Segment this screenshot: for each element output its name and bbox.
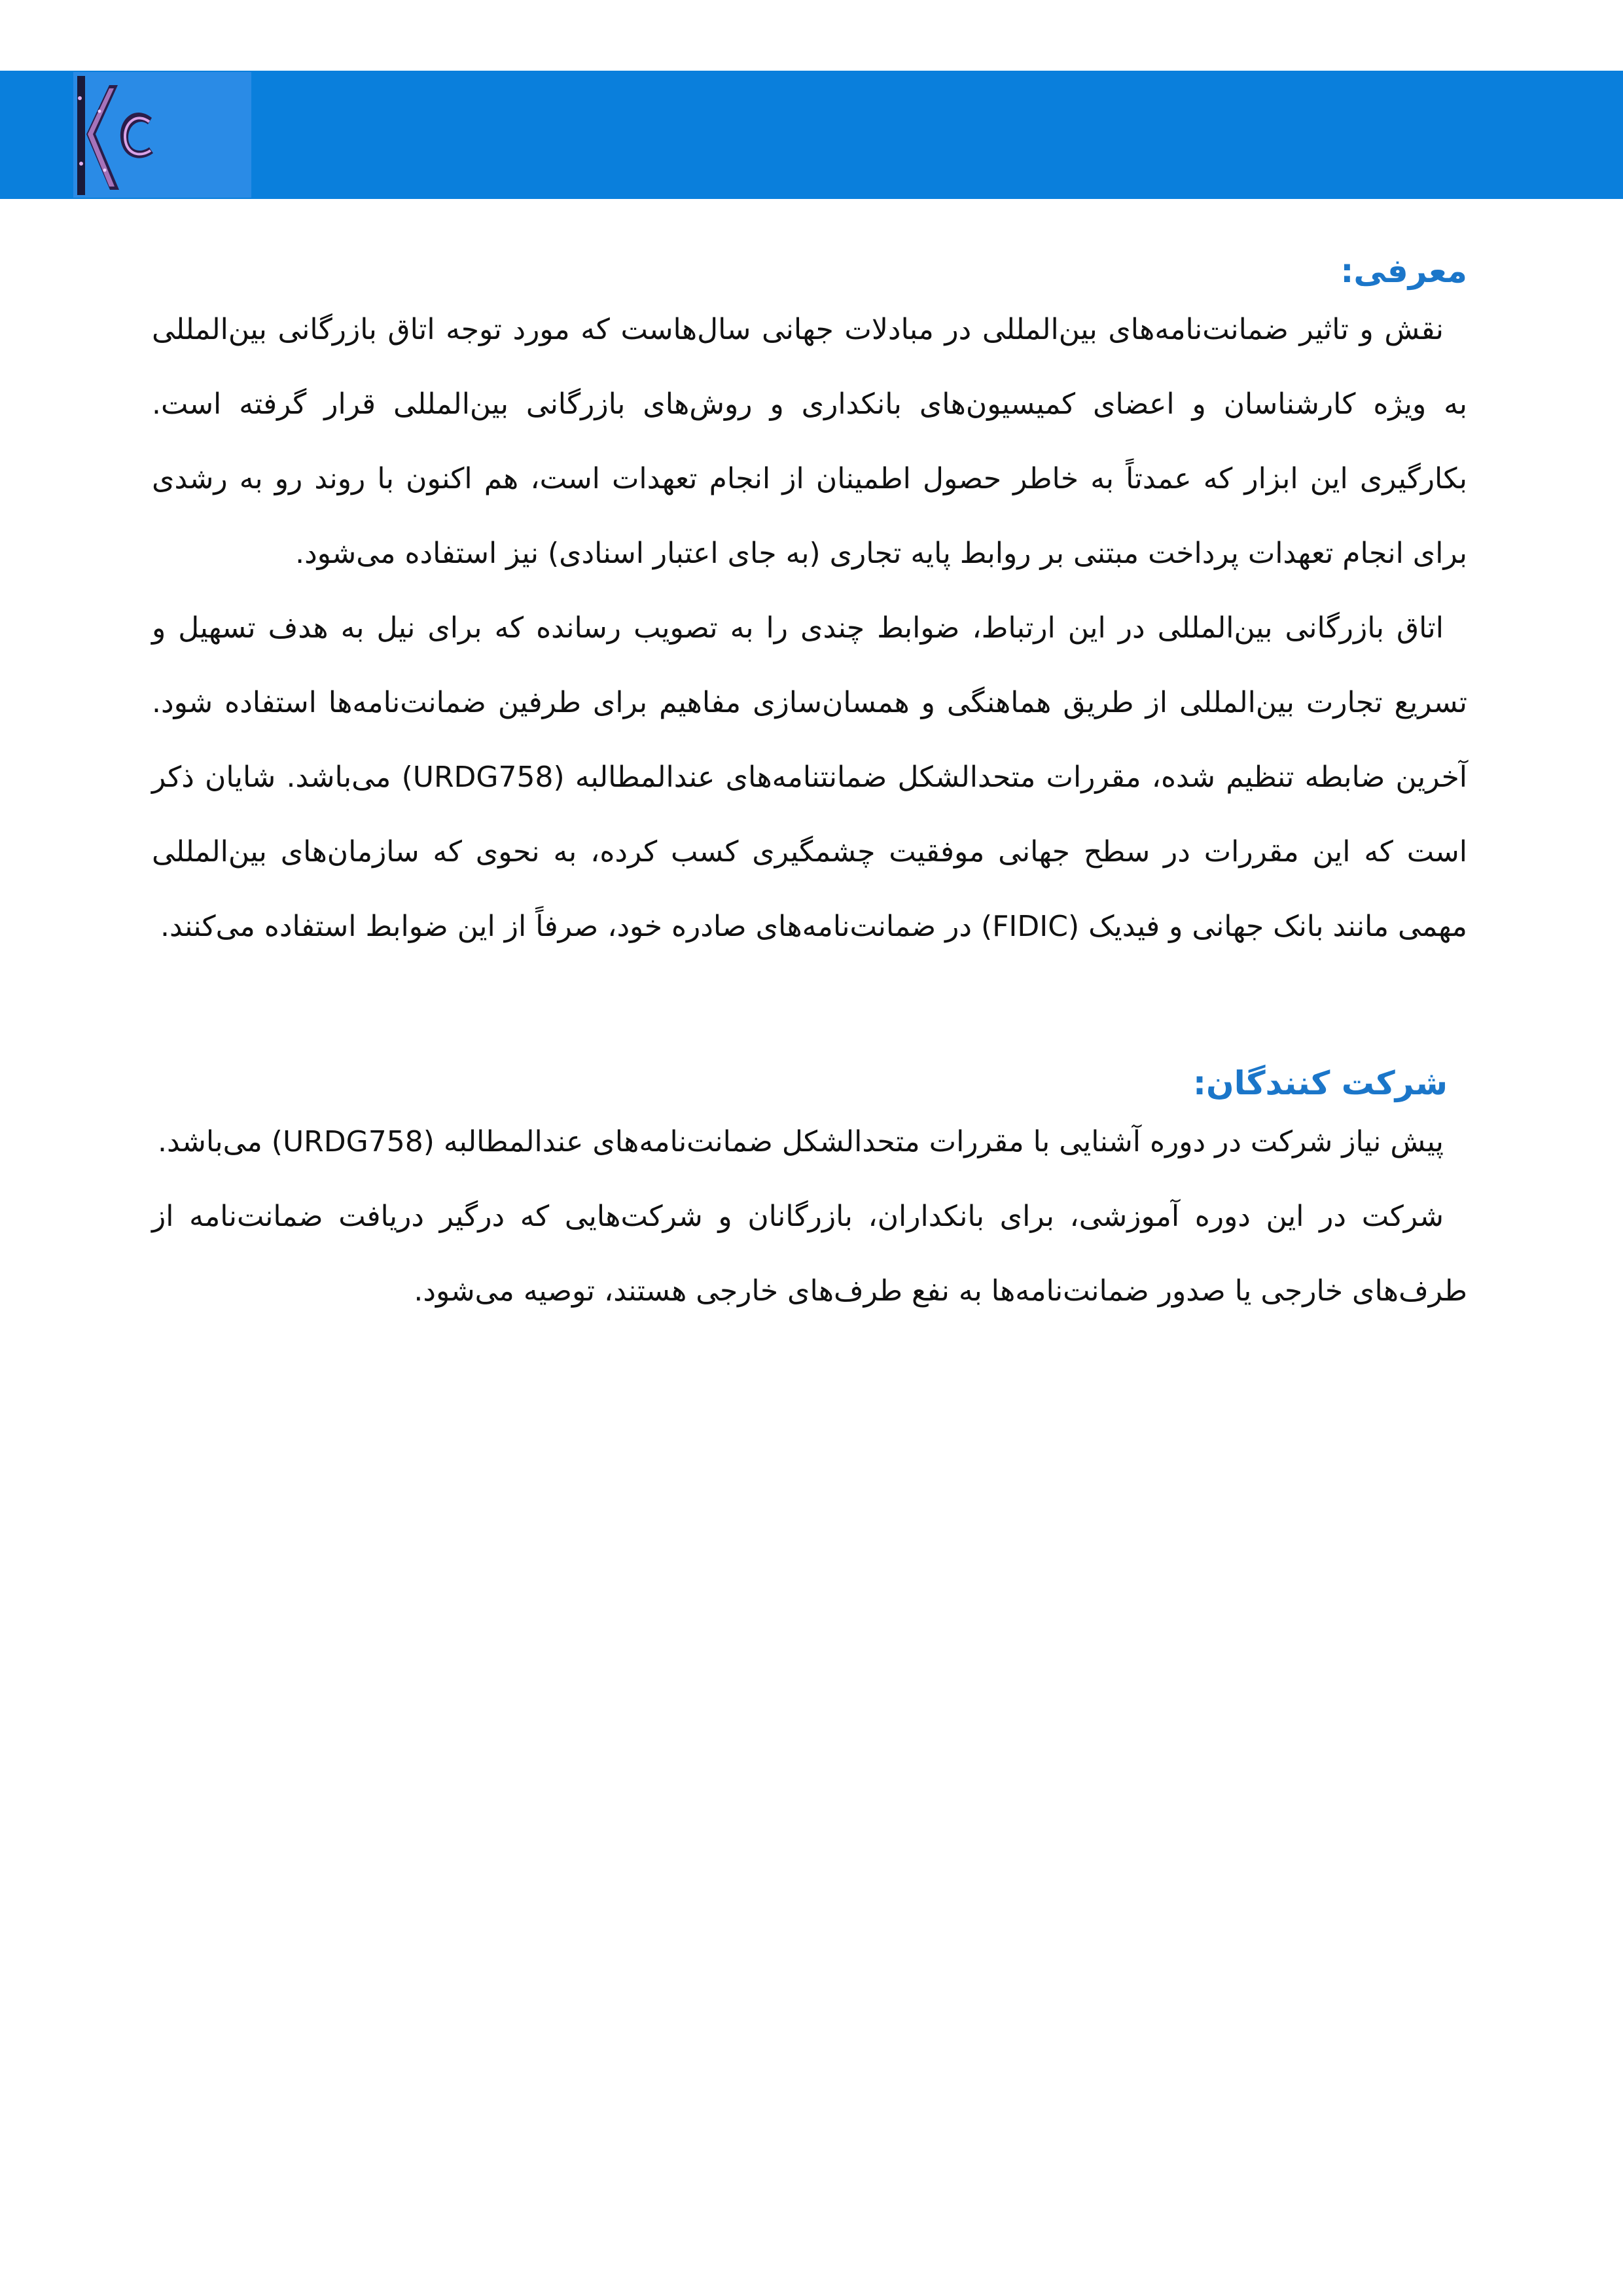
paragraph-participants-2: شرکت در این دوره آموزشی، برای بانکداران، بازرگانان و شرکت‌هایی که درگیر دریافت ضمانت‌نامه از طرف‌های خارجی یا صدور ضمانت‌نامه‌ها به نفع طرف‌های خارجی هستند، توصیه می‌شود. bbox=[152, 1200, 1467, 1308]
paragraph-participants-1: پیش نیاز شرکت در دوره آشنایی با مقررات متحدالشکل ضمانت‌نامه‌های عندالمطالبه (URDG758) می‌باشد. bbox=[157, 1125, 1444, 1158]
section-heading-introduction: معرفی: bbox=[1340, 252, 1467, 290]
paragraph-introduction-1: نقش و تاثیر ضمانت‌نامه‌های بین‌المللی در مبادلات جهانی سال‌هاست که مورد توجه اتاق بازرگانی بین‌المللی به ویژه کارشناسان و اعضای کمیسیون‌های بانکداری و روش‌های بازرگانی بین‌المللی قرار گرفته است. بکارگیری این ابزار که عمدتاً به خاطر حصول اطمینان از انجام تعهدات است، هم اکنون با روند رو به رشدی برای انجام تعهدات پرداخت مبتنی بر روابط پایه تجاری (به جای اعتبار اسنادی) نیز استفاده می‌شود. bbox=[152, 313, 1467, 570]
paragraph-introduction-2: اتاق بازرگانی بین‌المللی در این ارتباط، ضوابط چندی را به تصویب رسانده که برای نیل به هدف تسهیل و تسریع تجارت بین‌المللی از طریق هماهنگی و همسان‌سازی مفاهیم برای طرفین ضمانت‌نامه‌ها استفاده شود. آخرین ضابطه تنظیم شده، مقررات متحدالشکل ضمانتنامه‌های عندالمطالبه (URDG758) می‌باشد. شایان ذکر است که این مقررات در سطح جهانی موفقیت چشمگیری کسب کرده، به نحوی که سازمان‌های بین‌المللی مهمی مانند بانک جهانی و فیدیک (FIDIC) در ضمانت‌نامه‌های صادره خود، صرفاً از این ضوابط استفاده می‌کنند. bbox=[152, 611, 1467, 943]
logo bbox=[73, 72, 251, 198]
document-body bbox=[152, 236, 1467, 1329]
section-heading-participants: شرکت کنندگان: bbox=[1193, 1064, 1448, 1102]
kc-logo-icon bbox=[73, 72, 251, 198]
